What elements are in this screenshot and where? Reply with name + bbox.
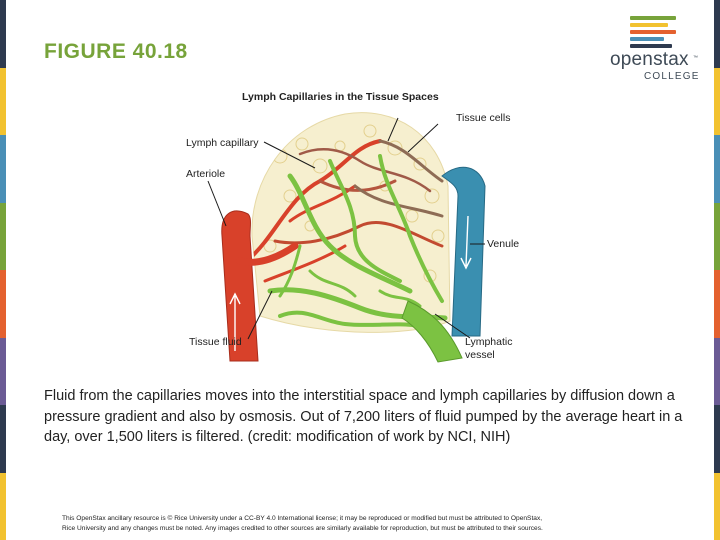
- logo-wordmark: openstax: [610, 49, 689, 70]
- lymph-capillaries-figure: [180, 86, 540, 364]
- figure-title: Lymph Capillaries in the Tissue Spaces: [242, 91, 439, 103]
- label-venule: Venule: [487, 238, 520, 250]
- logo-bar: [630, 16, 676, 20]
- figure-caption: Fluid from the capillaries moves into the interstitial space and lymph capillaries by diffusion down a pressure gradient and also by osmosis. Out of 7,200 liters of fluid pumped by the average heart in a day, over 1,500 liters is filtered. (credit: modification of work by NCI, NIH): [44, 388, 683, 445]
- left-color-stripe: [0, 0, 6, 540]
- stripe-segment: [0, 0, 6, 68]
- stripe-segment: [0, 473, 6, 540]
- logo-trademark: ™: [693, 55, 698, 61]
- label-lymph-capillary: Lymph capillary: [186, 137, 259, 149]
- logo-bar: [630, 23, 668, 27]
- stripe-segment: [714, 473, 720, 540]
- stripe-segment: [714, 405, 720, 473]
- label-arteriole: Arteriole: [186, 168, 226, 180]
- stripe-segment: [714, 203, 720, 271]
- logo-subtitle: COLLEGE: [644, 71, 700, 82]
- logo-bar: [630, 44, 672, 48]
- right-color-stripe: [714, 0, 720, 540]
- stripe-segment: [0, 338, 6, 406]
- logo-bar: [630, 37, 664, 41]
- stripe-segment: [714, 0, 720, 68]
- stripe-segment: [0, 405, 6, 473]
- tissue-space-shape: [252, 113, 450, 333]
- label-lymphatic-vessel: [465, 336, 512, 362]
- lymph-capillaries-illustration: [180, 86, 540, 364]
- label-tissue-cells: Tissue cells: [456, 112, 511, 124]
- openstax-logo: [610, 16, 702, 82]
- license-footer-line2: Rice University and any changes must be noted. Any images credited to other sources are similarly available for reproduction, but must be attributed to their sources.: [62, 525, 543, 532]
- logo-bars-icon: [630, 16, 676, 51]
- stripe-segment: [0, 203, 6, 271]
- stripe-segment: [0, 68, 6, 136]
- license-footer-line1: This OpenStax ancillary resource is © Rice University under a CC-BY 4.0 International license; it may be reproduced or modified but must be attributed to OpenStax,: [62, 515, 543, 522]
- logo-bar: [630, 30, 676, 34]
- stripe-segment: [0, 135, 6, 203]
- label-lymphatic-vessel-line1: Lymphatic: [465, 336, 513, 348]
- stripe-segment: [0, 270, 6, 338]
- stripe-segment: [714, 68, 720, 136]
- license-footer: [62, 514, 662, 534]
- slide-title: FIGURE 40.18: [44, 40, 188, 63]
- label-lymphatic-vessel-line2: vessel: [465, 349, 495, 361]
- label-tissue-fluid: Tissue fluid: [189, 336, 242, 348]
- stripe-segment: [714, 270, 720, 338]
- stripe-segment: [714, 338, 720, 406]
- stripe-segment: [714, 135, 720, 203]
